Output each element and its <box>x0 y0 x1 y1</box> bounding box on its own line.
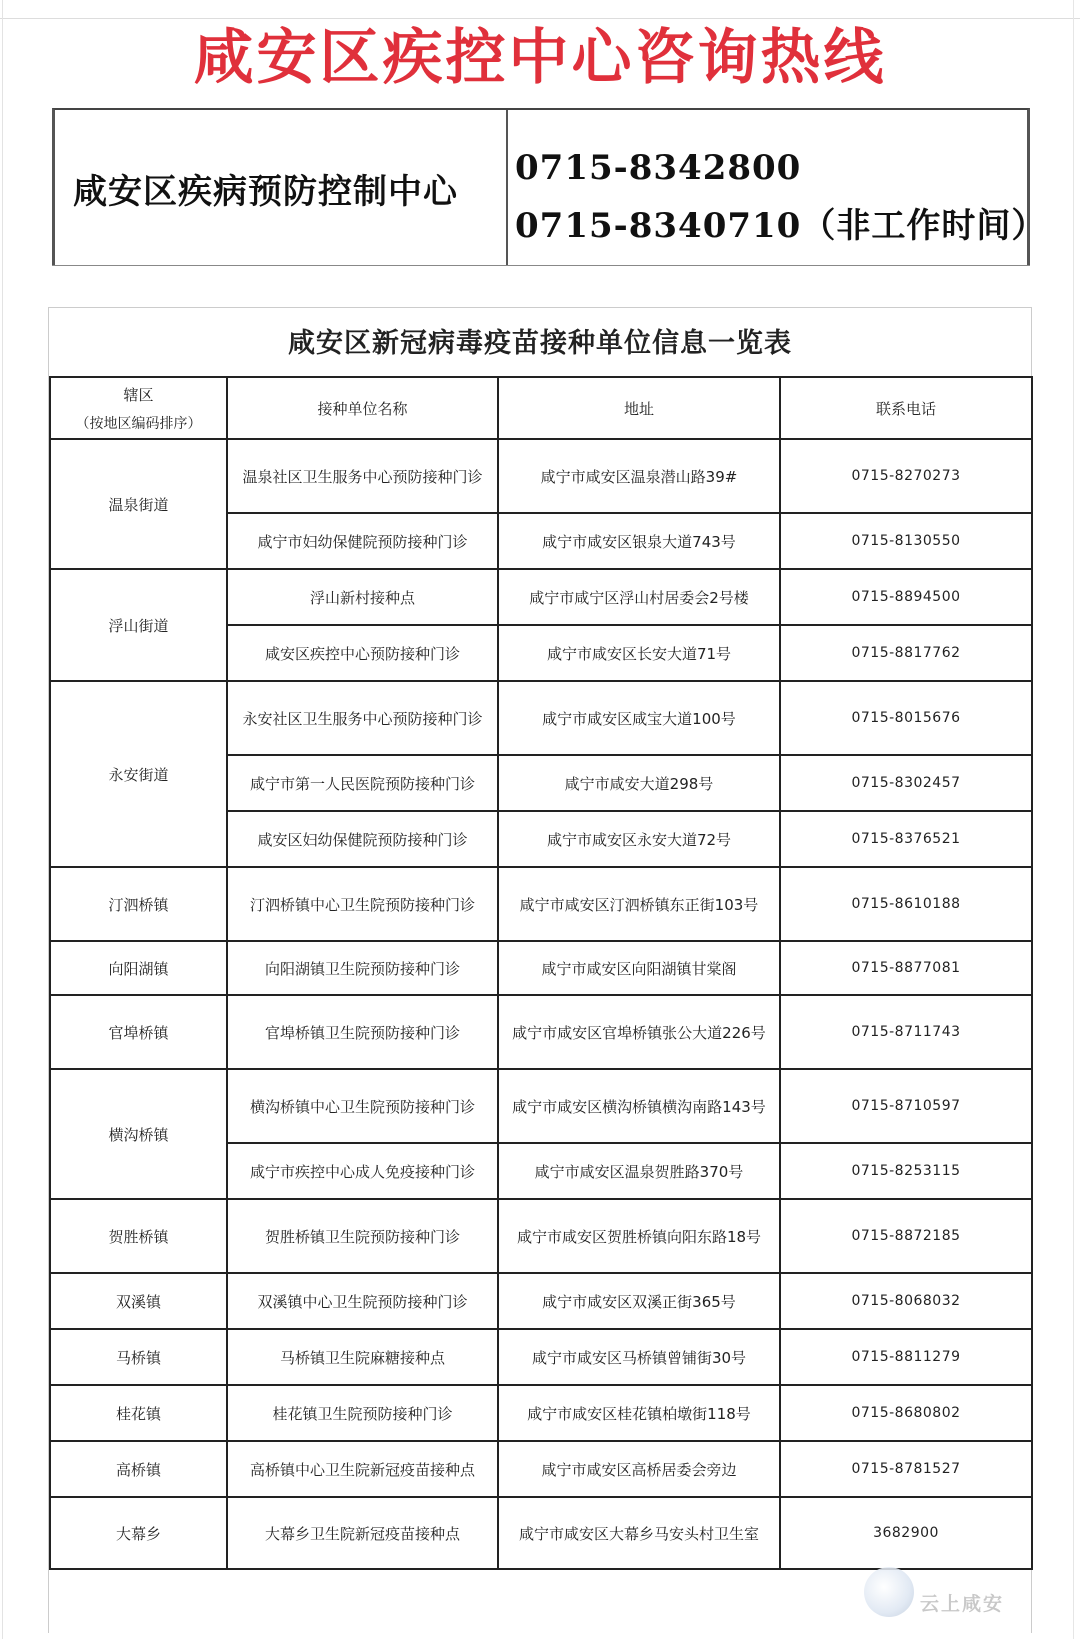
district-cell: 桂花镇 <box>50 1385 227 1441</box>
hotline-divider <box>506 110 508 278</box>
phone-cell: 0715-8610188 <box>780 867 1032 941</box>
district-cell: 大幕乡 <box>50 1497 227 1569</box>
table-row <box>50 1273 1032 1329</box>
district-cell: 向阳湖镇 <box>50 941 227 995</box>
address-cell: 咸宁市咸安区贺胜桥镇向阳东路18号 <box>498 1199 780 1273</box>
phone-cell: 0715-8894500 <box>780 569 1032 625</box>
phone-cell: 3682900 <box>780 1497 1032 1569</box>
center-name: 咸安区疾病预防控制中心 <box>73 172 458 212</box>
hotline-phone-2: 0715-8340710（非工作时间） <box>515 206 1047 246</box>
table-row <box>50 1497 1032 1569</box>
address-cell: 咸宁市咸安区温泉贺胜路370号 <box>498 1143 780 1199</box>
table-row <box>50 681 1032 755</box>
header-district-sub: （按地区编码排序） <box>75 415 202 432</box>
phone-cell: 0715-8781527 <box>780 1441 1032 1497</box>
phone-cell: 0715-8680802 <box>780 1385 1032 1441</box>
phone-cell: 0715-8872185 <box>780 1199 1032 1273</box>
phone-cell: 0715-8711743 <box>780 995 1032 1069</box>
top-divider <box>0 18 1080 19</box>
address-cell: 咸宁市咸安区官埠桥镇张公大道226号 <box>498 995 780 1069</box>
address-cell: 咸宁市咸安区银泉大道743号 <box>498 513 780 569</box>
unit-cell: 双溪镇中心卫生院预防接种门诊 <box>227 1273 498 1329</box>
address-cell: 咸宁市咸安区向阳湖镇甘棠阁 <box>498 941 780 995</box>
unit-cell: 汀泗桥镇中心卫生院预防接种门诊 <box>227 867 498 941</box>
phone-cell: 0715-8015676 <box>780 681 1032 755</box>
table-row <box>50 569 1032 625</box>
unit-cell: 马桥镇卫生院麻糖接种点 <box>227 1329 498 1385</box>
address-cell: 咸宁市咸安区长安大道71号 <box>498 625 780 681</box>
district-cell: 高桥镇 <box>50 1441 227 1497</box>
table-row <box>50 1385 1032 1441</box>
header-address: 地址 <box>498 377 780 439</box>
address-cell: 咸宁市咸安大道298号 <box>498 755 780 811</box>
table-header-row <box>50 377 1032 439</box>
header-district-main: 辖区 <box>123 385 154 404</box>
district-cell: 浮山街道 <box>50 569 227 681</box>
address-cell: 咸宁市咸宁区浮山村居委会2号楼 <box>498 569 780 625</box>
unit-cell: 大幕乡卫生院新冠疫苗接种点 <box>227 1497 498 1569</box>
unit-cell: 咸安区妇幼保健院预防接种门诊 <box>227 811 498 867</box>
table-row <box>50 439 1032 513</box>
district-cell: 横沟桥镇 <box>50 1069 227 1199</box>
table-row <box>50 1199 1032 1273</box>
unit-cell: 咸宁市妇幼保健院预防接种门诊 <box>227 513 498 569</box>
left-edge <box>2 0 3 1639</box>
district-cell: 双溪镇 <box>50 1273 227 1329</box>
district-cell: 温泉街道 <box>50 439 227 569</box>
watermark-text: 云上咸安 <box>920 1593 1005 1615</box>
address-cell: 咸宁市咸安区汀泗桥镇东正街103号 <box>498 867 780 941</box>
unit-cell: 向阳湖镇卫生院预防接种门诊 <box>227 941 498 995</box>
address-cell: 咸宁市咸安区温泉潜山路39# <box>498 439 780 513</box>
phone-cell: 0715-8817762 <box>780 625 1032 681</box>
address-cell: 咸宁市咸安区桂花镇柏墩街118号 <box>498 1385 780 1441</box>
unit-cell: 咸宁市疾控中心成人免疫接种门诊 <box>227 1143 498 1199</box>
unit-cell: 贺胜桥镇卫生院预防接种门诊 <box>227 1199 498 1273</box>
phone-cell: 0715-8710597 <box>780 1069 1032 1143</box>
unit-cell: 咸安区疾控中心预防接种门诊 <box>227 625 498 681</box>
unit-cell: 浮山新村接种点 <box>227 569 498 625</box>
district-cell: 永安街道 <box>50 681 227 867</box>
table-row <box>50 995 1032 1069</box>
phone-cell: 0715-8877081 <box>780 941 1032 995</box>
phone-cell: 0715-8376521 <box>780 811 1032 867</box>
address-cell: 咸宁市咸安区马桥镇曾铺街30号 <box>498 1329 780 1385</box>
unit-cell: 温泉社区卫生服务中心预防接种门诊 <box>227 439 498 513</box>
table-row <box>50 941 1032 995</box>
unit-cell: 横沟桥镇中心卫生院预防接种门诊 <box>227 1069 498 1143</box>
phone-cell: 0715-8302457 <box>780 755 1032 811</box>
header-unit: 接种单位名称 <box>227 377 498 439</box>
header-district <box>50 377 227 439</box>
table-row <box>50 867 1032 941</box>
address-cell: 咸宁市咸安区横沟桥镇横沟南路143号 <box>498 1069 780 1143</box>
address-cell: 咸宁市咸安区咸宝大道100号 <box>498 681 780 755</box>
address-cell: 咸宁市咸安区大幕乡马安头村卫生室 <box>498 1497 780 1569</box>
table-row <box>50 1329 1032 1385</box>
page-title: 咸安区疾控中心咨询热线 <box>193 23 887 93</box>
phone-cell: 0715-8270273 <box>780 439 1032 513</box>
phone-cell: 0715-8130550 <box>780 513 1032 569</box>
watermark-logo-icon <box>864 1567 914 1617</box>
unit-cell: 永安社区卫生服务中心预防接种门诊 <box>227 681 498 755</box>
vaccination-list <box>48 307 1032 1633</box>
district-cell: 马桥镇 <box>50 1329 227 1385</box>
phone-cell: 0715-8068032 <box>780 1273 1032 1329</box>
district-cell: 贺胜桥镇 <box>50 1199 227 1273</box>
unit-cell: 咸宁市第一人民医院预防接种门诊 <box>227 755 498 811</box>
unit-cell: 桂花镇卫生院预防接种门诊 <box>227 1385 498 1441</box>
unit-cell: 高桥镇中心卫生院新冠疫苗接种点 <box>227 1441 498 1497</box>
right-edge <box>1073 0 1074 1639</box>
vaccination-table <box>49 376 1033 1570</box>
hotline-box <box>52 108 1047 278</box>
phone-cell: 0715-8253115 <box>780 1143 1032 1199</box>
hotline-phone-1: 0715-8342800 <box>515 148 802 188</box>
address-cell: 咸宁市咸安区高桥居委会旁边 <box>498 1441 780 1497</box>
address-cell: 咸宁市咸安区永安大道72号 <box>498 811 780 867</box>
hotline-bottom-band <box>52 265 1030 278</box>
unit-cell: 官埠桥镇卫生院预防接种门诊 <box>227 995 498 1069</box>
header-phone: 联系电话 <box>780 377 1032 439</box>
table-row <box>50 1069 1032 1143</box>
district-cell: 汀泗桥镇 <box>50 867 227 941</box>
phone-cell: 0715-8811279 <box>780 1329 1032 1385</box>
table-row <box>50 1441 1032 1497</box>
watermark <box>864 1567 1024 1627</box>
address-cell: 咸宁市咸安区双溪正街365号 <box>498 1273 780 1329</box>
table-body <box>50 439 1032 1569</box>
list-title: 咸安区新冠病毒疫苗接种单位信息一览表 <box>288 328 792 359</box>
district-cell: 官埠桥镇 <box>50 995 227 1069</box>
